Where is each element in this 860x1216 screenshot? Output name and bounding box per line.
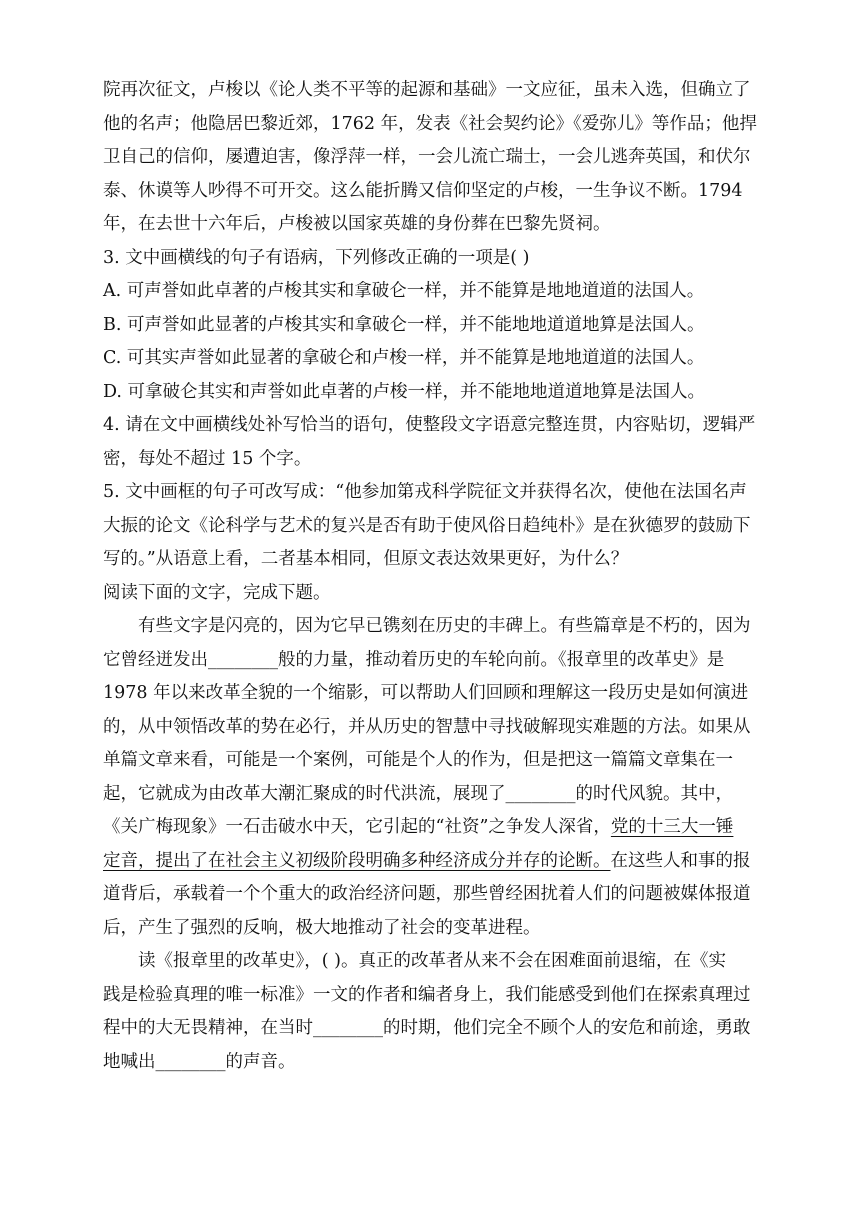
question-stem: 密，每处不超过 15 个字。 [103,448,312,469]
text-line: 卫自己的信仰，屡遭迫害，像浮萍一样，一会儿流亡瑞士，一会儿逃奔英国，和伏尔 [103,147,751,167]
question-stem: 5. 文中画框的句子可改写成：“他参加第戎科学院征文并获得名次，使他在法国名声 [103,482,747,502]
question-3 [103,242,753,410]
option-c: C. 可其实声誉如此显著的拿破仑和卢梭一样，并不能算是地地道道的法国人。 [103,348,705,368]
text-line: 践是检验真理的唯一标准》一文的作者和编者身上，我们能感受到他们在探索真理过 [103,984,751,1005]
text-line: 他的名声；他隐居巴黎近郊，1762 年，发表《社会契约论》《爱弥儿》等作品；他捍 [103,113,757,134]
text-line: 有些文字是闪亮的，因为它早已镌刻在历史的丰碑上。有些篇章是不朽的，因为 [103,616,751,636]
reading-instruction: 阅读下面的文字，完成下题。 [103,582,331,603]
text-line: 起，它就成为由改革大潮汇聚成的时代洪流，展现了________的时代风貌。其中， [103,783,733,804]
question-stem: 大振的论文《论科学与艺术的复兴是否有助于使风俗日趋纯朴》是在狄德罗的鼓励下 [103,515,751,536]
text-line: 读《报章里的改革史》，( )。真正的改革者从来不会在困难面前退缩，在《实 [103,951,726,971]
question-4 [103,409,756,476]
text-line: 的，从中领悟改革的势在必行，并从历史的智慧中寻找破解现实难题的方法。如果从 [103,716,751,737]
text-line: 泰、休谟等人吵得不可开交。这么能折腾又信仰坚定的卢梭，一生争议不断。1794 [103,180,743,201]
text-line: 年，在去世十六年后，卢梭被以国家英雄的身份葬在巴黎先贤祠。 [103,214,611,234]
question-5 [103,476,753,577]
question-stem: 3. 文中画横线的句子有语病，下列修改正确的一项是( ) [103,247,530,268]
text-line: 院再次征文，卢梭以《论人类不平等的起源和基础》一文应征，虽未入选，但确立了 [103,80,751,100]
option-a: A. 可声誉如此卓著的卢梭其实和拿破仑一样，并不能算是地地道道的法国人。 [103,281,705,301]
document-page [103,74,757,1079]
question-stem: 4. 请在文中画横线处补写恰当的语句，使整段文字语意完整连贯，内容贴切，逻辑严 [103,415,756,435]
text-span: 《关广梅现象》一石击破水中天，它引起的“社资”之争发人深省， [103,817,611,837]
text-line: 后，产生了强烈的反响，极大地推动了社会的变革进程。 [103,917,541,938]
text-line: 它曾经迸发出________般的力量，推动着历史的车轮向前。《报章里的改革史》是 [103,649,725,670]
text-line [103,811,753,845]
underlined-sentence: 党的十三大一锤 [610,817,734,837]
text-line [103,845,753,879]
text-line: 单篇文章来看，可能是一个案例，可能是个人的作为，但是把这一篇篇文章集在一 [103,750,733,770]
text-span: 在这些人和事的报 [610,850,751,871]
text-line: 地喊出________的声音。 [103,1051,296,1072]
option-d: D. 可拿破仑其实和声誉如此卓著的卢梭一样，并不能地地道道地算是法国人。 [103,381,706,402]
underlined-sentence: 定音，提出了在社会主义初级阶段明确多种经济成分并存的论断。 [103,850,611,871]
text-line: 道背后，承载着一个个重大的政治经济问题，那些曾经困扰着人们的问题被媒体报道 [103,884,751,904]
passage-reform-history [103,610,753,1079]
text-line: 程中的大无畏精神，在当时________的时期，他们完全不顾个人的安危和前途，勇敢 [103,1018,751,1038]
question-stem: 写的。”从语意上看，二者基本相同，但原文表达效果更好，为什么？ [103,549,629,569]
passage-continued [103,74,757,242]
text-line: 1978 年以来改革全貌的一个缩影，可以帮助人们回顾和理解这一段历史是如何演进 [103,683,749,703]
option-b: B. 可声誉如此显著的卢梭其实和拿破仑一样，并不能地地道道地算是法国人。 [103,314,705,335]
